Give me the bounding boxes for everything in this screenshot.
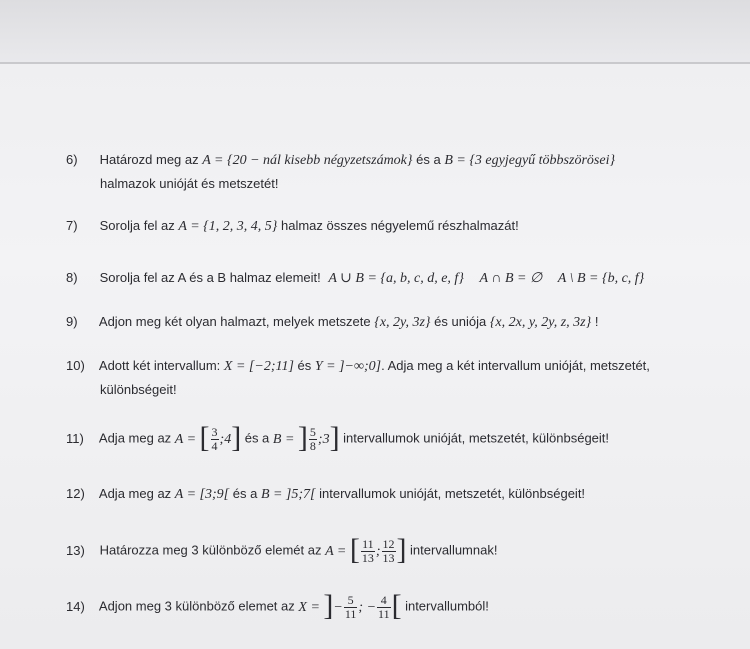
- exercise-text: különbségeit!: [100, 382, 177, 397]
- exercise-text: Adjon meg két olyan halmazt, melyek metszete: [98, 314, 371, 329]
- exercise-text: és a: [244, 430, 270, 446]
- exercise-number: 8): [66, 270, 78, 285]
- exercise-number: 9): [66, 314, 78, 329]
- exercise-text: Határozza meg 3 különböző elemét az: [99, 542, 322, 558]
- exercise-text: intervallumok unióját, metszetét, különbségeit!: [343, 430, 610, 446]
- exercise-text: intervallumból!: [405, 598, 489, 614]
- exercise-text: Adja meg az: [98, 486, 172, 501]
- exercise-text: halmaz összes négyelemű részhalmazát!: [280, 218, 519, 233]
- exercise-sheet: [0, 64, 750, 649]
- exercise-11: [66, 420, 746, 454]
- difference-formula: A \ B = {b, c, f}: [557, 271, 645, 286]
- exercise-text: Adott két intervallum:: [98, 358, 221, 373]
- interval-a: A = [ $\frac{11}{13}$ ; $\frac{12}{13}$ ]: [325, 532, 407, 566]
- interval-x: X = ]− $\frac{5}{11}$ ; − $\frac{4}{11}$ [: [298, 588, 402, 622]
- exercise-text: és a: [232, 486, 258, 501]
- exercise-text: és uniója: [434, 314, 487, 329]
- set-a-formula: A = {20 − nál kisebb négyzetszámok}: [202, 153, 413, 168]
- exercise-number: 11): [66, 430, 84, 446]
- exercise-number: 6): [66, 152, 78, 167]
- exercise-7: [66, 216, 746, 237]
- exercise-13: [66, 532, 746, 566]
- exercise-number: 14): [66, 598, 85, 614]
- exercise-8: [66, 268, 746, 289]
- exercise-6: [66, 150, 746, 171]
- exercise-number: 13): [66, 542, 85, 558]
- exercise-text: Határozd meg az: [99, 152, 199, 167]
- exercise-text: intervallumnak!: [410, 542, 498, 558]
- exercise-text: Sorolja fel az A és a B halmaz elemeit!: [99, 270, 321, 285]
- exercise-9: [66, 312, 746, 333]
- exercise-14: [66, 588, 746, 622]
- exercise-text: Adja meg az: [98, 430, 172, 446]
- exercise-number: 10): [66, 358, 85, 373]
- interval-b: B = ]5;7[: [260, 487, 316, 502]
- set-a-formula: A = {1, 2, 3, 4, 5}: [178, 219, 278, 234]
- interval-x: X = [−2;11]: [223, 359, 294, 374]
- exercise-text: halmazok unióját és metszetét!: [100, 176, 279, 191]
- exercise-text: Adjon meg 3 különböző elemet az: [98, 598, 295, 614]
- intersection-formula: A ∩ B = ∅: [479, 271, 543, 286]
- top-margin: [0, 0, 750, 62]
- interval-y: Y = ]−∞;0]: [314, 359, 382, 374]
- exercise-text: és: [297, 358, 312, 373]
- intersection-set: {x, 2y, 3z}: [374, 315, 431, 330]
- exercise-10-continuation: [66, 380, 750, 400]
- interval-a: A = [3;9[: [174, 487, 230, 502]
- union-formula: A ∪ B = {a, b, c, d, e, f}: [328, 271, 464, 286]
- exercise-text: !: [594, 314, 599, 329]
- exercise-number: 12): [66, 486, 85, 501]
- exercise-text: . Adja meg a két intervallum unióját, metszetét,: [381, 358, 650, 373]
- exercise-text: Sorolja fel az: [99, 218, 175, 233]
- exercise-text: és a: [416, 152, 441, 167]
- set-b-formula: B = {3 egyjegyű többszörösei}: [444, 153, 616, 168]
- interval-b: B = ] $\frac{5}{8}$ ;3]: [272, 420, 340, 454]
- exercise-12: [66, 484, 746, 505]
- union-set: {x, 2x, y, 2y, z, 3z}: [489, 315, 592, 330]
- exercise-10: [66, 356, 746, 377]
- interval-a: A = [ $\frac{3}{4}$ ;4]: [174, 420, 242, 454]
- exercise-6-continuation: [66, 174, 750, 194]
- exercise-text: intervallumok unióját, metszetét, különbségeit!: [319, 486, 586, 501]
- exercise-number: 7): [66, 218, 78, 233]
